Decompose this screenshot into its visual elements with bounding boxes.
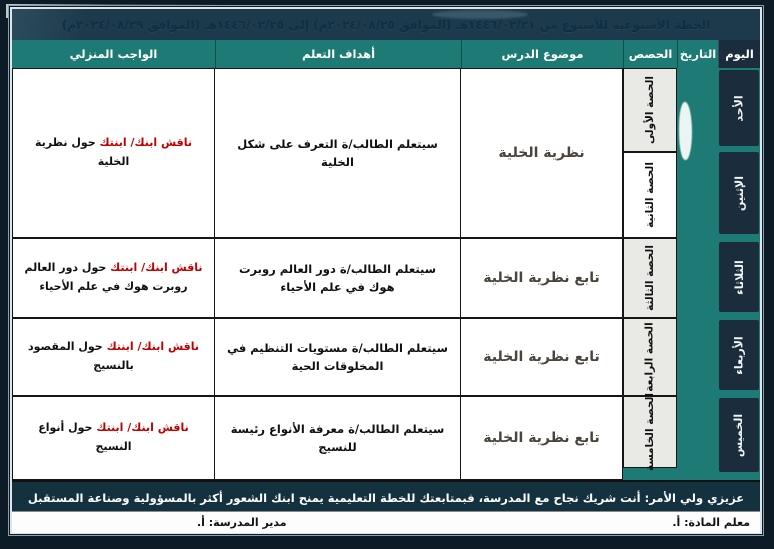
page-title: الخطة الأسبوعية للأسبوع من ١٤٤٦/٠٢/٢١هـ (الموافق ٢٠٢٤/٠٨/٢٥م) إلى ١٤٤٦/٠٢/٢٥هـ (الموافق ٢٠٢٤/٠٨/٢٩م) [61,17,711,32]
header-homework: الواجب المنزلي [69,47,158,61]
header-objectives: أهداف التعلم [215,40,461,68]
header-date: التاريخ [677,40,718,68]
homework-text [23,259,204,296]
day-cell [719,242,759,312]
day-cell [719,70,759,146]
parent-message-band [12,480,760,513]
day-cell [719,398,759,472]
objective-cell: سيتعلم الطالب/ة مستويات التنظيم في المخلوقات الحية [214,318,461,396]
objective-cell: سيتعلم الطالب/ة دور العالم روبرت هوك في علم الأحياء [214,238,461,318]
homework-lead: ناقش ابنك/ ابنتك [110,261,203,275]
topic-cell: تابع نظرية الخلية [460,318,623,396]
day-cell [719,320,759,390]
homework-cell [12,68,215,238]
homework-rest: حول دور العالم روبرت هوك في علم الأحياء [24,261,188,293]
period-label: الحصة الرابعة [643,322,656,392]
topic-cell: تابع نظرية الخلية [460,238,623,318]
homework-rest: حول نظرية الخلية [35,136,130,168]
homework-text [23,419,204,456]
table-header-row [12,40,760,70]
period-label: الحصة الأولى [644,76,656,144]
objective-cell: سيتعلم الطالب/ة معرفة الأنواع رئيسة للنسيج [214,396,461,480]
period-cell [623,68,677,152]
homework-lead: ناقش ابنك/ ابنتك [106,340,200,354]
period-cell [623,238,677,318]
homework-cell [12,238,215,318]
parent-message: عزيزي ولي الأمر: أنت شريك نجاح مع المدرسة، فبمتابعتك للخطة التعليمية يمنح ابنك الشعور أكثر بالمسؤولية وصناعة المستقبل [27,490,745,505]
header-periods: الحصص [623,40,677,68]
homework-rest: حول أنواع النسيج [38,421,132,453]
scan-artifact [679,102,692,160]
topic-cell: نظرية الخلية [460,68,623,238]
table-body [12,68,760,480]
day-label: الأحد [732,94,746,122]
subject-teacher-signature: معلم المادة: أ. [672,516,750,529]
homework-lead: ناقش ابنك/ ابنتك [96,421,189,435]
objective-cell: سيتعلم الطالب/ة التعرف على شكل الخلية [214,68,461,238]
period-label: الحصة الثانية [643,162,656,228]
homework-lead: ناقش ابنك/ ابنتك [99,136,192,150]
homework-text [23,134,204,171]
period-label: الحصة الثالثة [643,245,656,311]
period-cell [623,318,677,396]
day-label: الإثنين [732,175,746,211]
header-topic: موضوع الدرس [461,40,623,68]
title-band [12,9,760,40]
homework-text [23,338,204,375]
plan-document [10,7,762,534]
topic-cell: تابع نظرية الخلية [460,396,623,480]
homework-cell [12,396,215,480]
day-label: الخميس [732,413,746,457]
scan-smudge [432,10,528,19]
period-label: الحصة الخامسة [644,392,656,472]
day-label: الأربعاء [732,335,746,375]
principal-signature: مدير المدرسة: أ. [197,516,287,529]
period-cell [623,392,677,472]
signature-row [12,511,760,533]
homework-rest: حول المقصود بالنسيج [27,340,134,372]
header-day: اليوم [718,40,760,68]
period-cell [623,152,677,238]
day-cell [719,152,759,234]
day-label: الثلاثاء [732,259,746,295]
homework-cell [12,318,215,396]
